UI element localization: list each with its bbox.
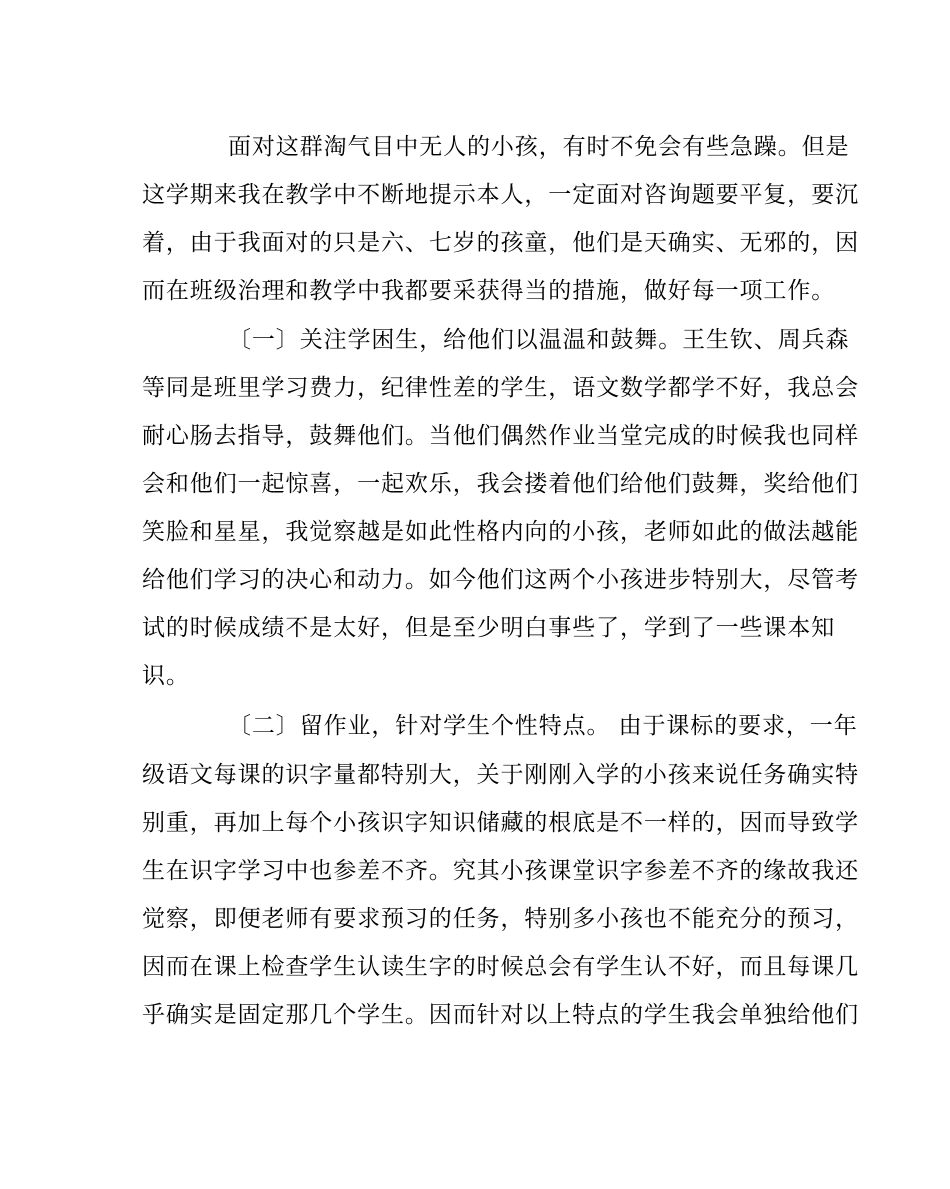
paragraph-3-line-2: 级语文每课的识字量都特别大，关于刚刚入学的小孩来说任务确实特	[142, 762, 859, 788]
paragraph-3-line-5: 觉察，即便老师有要求预习的任务，特别多小孩也不能充分的预习，	[142, 906, 859, 932]
paragraph-1-line-1: 面对这群淘气目中无人的小孩，有时不免会有些急躁。但是	[228, 134, 850, 160]
paragraph-2-line-1: 〔一〕关注学困生，给他们以温温和鼓舞。王生钦、周兵森	[228, 327, 850, 353]
paragraph-1-line-2: 这学期来我在教学中不断地提示本人，一定面对咨询题要平复，要沉	[142, 182, 859, 208]
paragraph-3-line-4: 生在识字学习中也参差不齐。究其小孩课堂识字参差不齐的缘故我还	[142, 858, 859, 884]
paragraph-2-line-4: 会和他们一起惊喜，一起欢乐，我会搂着他们给他们鼓舞，奖给他们	[142, 471, 859, 497]
paragraph-1-line-4: 而在班级治理和教学中我都要采获得当的措施，做好每一项工作。	[142, 278, 836, 304]
paragraph-2-line-8: 识。	[142, 663, 190, 689]
paragraph-2-line-3: 耐心肠去指导，鼓舞他们。当他们偶然作业当堂完成的时候我也同样	[142, 423, 859, 449]
paragraph-1-line-3: 着，由于我面对的只是六、七岁的孩童，他们是天确实、无邪的，因	[142, 230, 859, 256]
paragraph-3-line-1: 〔二〕留作业，针对学生个性特点。 由于课标的要求，一年	[228, 713, 858, 739]
paragraph-2-line-7: 试的时候成绩不是太好，但是至少明白事些了，学到了一些课本知	[142, 615, 836, 641]
paragraph-2-line-5: 笑脸和星星，我觉察越是如此性格内向的小孩，老师如此的做法越能	[142, 519, 859, 545]
paragraph-3-line-7: 乎确实是固定那几个学生。因而针对以上特点的学生我会单独给他们	[142, 1002, 859, 1028]
paragraph-2-line-2: 等同是班里学习费力，纪律性差的学生，语文数学都学不好，我总会	[142, 375, 859, 401]
paragraph-2-line-6: 给他们学习的决心和动力。如今他们这两个小孩进步特别大，尽管考	[142, 567, 859, 593]
paragraph-3-line-6: 因而在课上检查学生认读生字的时候总会有学生认不好，而且每课几	[142, 954, 859, 980]
paragraph-3-line-3: 别重，再加上每个小孩识字知识储藏的根底是不一样的，因而导致学	[142, 810, 859, 836]
